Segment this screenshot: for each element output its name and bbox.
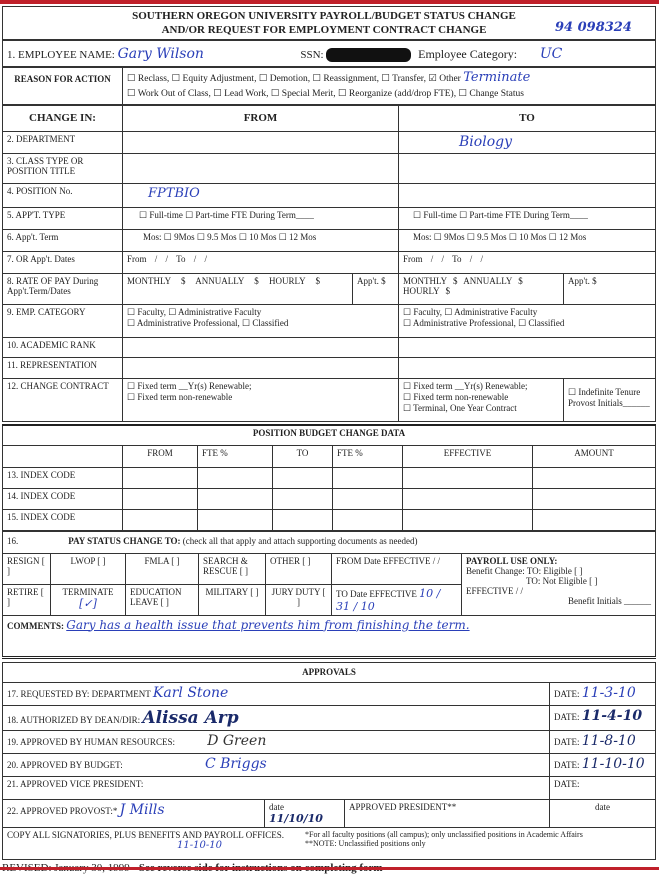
tenure-cell[interactable] — [564, 379, 656, 422]
reason-options[interactable] — [123, 68, 656, 105]
rate-of-pay-to[interactable] — [399, 274, 564, 305]
cell[interactable] — [273, 509, 333, 530]
cell[interactable] — [198, 509, 273, 530]
row-label-class-type: 3. CLASS TYPE OR POSITION TITLE — [3, 154, 123, 184]
cell[interactable] — [123, 488, 198, 509]
military-option[interactable]: MILITARY [ ] — [199, 584, 266, 615]
terminate-label: TERMINATE — [62, 586, 114, 597]
position-no-to[interactable] — [399, 184, 656, 208]
cell[interactable] — [123, 467, 198, 488]
annually-label: ANNUALLY $ — [463, 276, 523, 286]
handwritten-id: 94 098324 — [555, 20, 632, 35]
row-label-appt-dates: 7. OR App't. Dates — [3, 252, 123, 274]
row-label-position-no: 4. POSITION No. — [3, 184, 123, 208]
benefit-not-eligible[interactable]: TO: Not Eligible [ ] — [526, 575, 598, 586]
from-header: FROM — [123, 106, 399, 132]
approved-president-label[interactable]: APPROVED PRESIDENT** — [345, 799, 550, 827]
comments-box[interactable] — [3, 615, 656, 657]
payroll-effective[interactable]: EFFECTIVE / / — [466, 585, 524, 596]
department-to[interactable]: Biology — [399, 132, 656, 154]
date-label: DATE: — [554, 759, 580, 770]
pay-status-note: (check all that apply and attach supporting documents as needed) — [182, 535, 418, 546]
signature-provost: J Mills — [119, 801, 165, 818]
monthly-label: MONTHLY $ — [127, 276, 186, 286]
date-value[interactable]: 11-10-10 — [581, 755, 645, 772]
contract-from[interactable] — [123, 379, 399, 422]
appt-type-from[interactable]: ☐ Full-time ☐ Part-time FTE During Term____ — [123, 208, 399, 230]
representation-to[interactable] — [399, 358, 656, 379]
approval-row-20 — [3, 753, 550, 776]
terminal-contract[interactable]: ☐ Terminal, One Year Contract — [403, 403, 517, 413]
cell[interactable] — [403, 467, 533, 488]
cell[interactable] — [403, 488, 533, 509]
approval-date-21[interactable] — [550, 776, 656, 799]
col-to: TO — [273, 445, 333, 467]
fixed-term-renewable[interactable]: ☐ Fixed term __Yr(s) Renewable; — [127, 381, 252, 391]
resign-option[interactable]: RESIGN [ ] — [3, 553, 51, 584]
date-value[interactable]: 11-3-10 — [581, 684, 636, 701]
provost-initials[interactable]: Provost Initials______ — [568, 398, 650, 408]
approval-label: 22. APPROVED PROVOST:* — [7, 805, 118, 816]
provost-date[interactable] — [265, 799, 345, 827]
search-rescue-option[interactable]: SEARCH & RESCUE [ ] — [199, 553, 266, 584]
approval-label: 21. APPROVED VICE PRESIDENT: — [7, 778, 144, 789]
cell[interactable] — [273, 467, 333, 488]
department-from[interactable] — [123, 132, 399, 154]
signature-department: Karl Stone — [152, 684, 229, 701]
cell[interactable] — [333, 467, 403, 488]
appt-pay-to[interactable]: App't. $ — [564, 274, 656, 305]
class-type-from[interactable] — [123, 154, 399, 184]
cell[interactable] — [273, 488, 333, 509]
row-label-department: 2. DEPARTMENT — [3, 132, 123, 154]
row-label-rate-of-pay: 8. RATE OF PAY During App't.Term/Dates — [3, 274, 123, 305]
date-value[interactable]: 11/10/10 — [269, 811, 323, 825]
president-date[interactable]: date — [550, 799, 656, 827]
pay-status-title: PAY STATUS CHANGE TO: — [68, 535, 181, 546]
cell[interactable] — [533, 488, 656, 509]
education-leave-option[interactable]: EDUCATION LEAVE [ ] — [126, 584, 199, 615]
representation-from[interactable] — [123, 358, 399, 379]
other-option[interactable]: OTHER [ ] — [266, 553, 332, 584]
monthly-label: MONTHLY $ — [403, 276, 458, 286]
row-label-appt-type: 5. APP'T. TYPE — [3, 208, 123, 230]
terminate-checkbox[interactable]: [✓] — [79, 596, 97, 610]
emp-cat-line-2[interactable]: ☐ Administrative Professional, ☐ Classified — [127, 318, 289, 328]
form-title-text — [3, 9, 555, 37]
benefit-eligible[interactable]: Benefit Change: TO: Eligible [ ] — [466, 565, 583, 576]
row-label-academic-rank: 10. ACADEMIC RANK — [3, 338, 123, 358]
approval-label: 18. AUTHORIZED BY DEAN/DIR: — [7, 714, 141, 725]
emp-category-to[interactable] — [399, 305, 656, 338]
approvals-header: APPROVALS — [3, 662, 656, 682]
appt-pay-from[interactable]: App't. $ — [353, 274, 399, 305]
employee-name-label: 1. EMPLOYEE NAME: — [7, 49, 115, 61]
col-amount: AMOUNT — [533, 445, 656, 467]
fixed-term-non-renewable[interactable]: ☐ Fixed term non-renewable — [127, 392, 233, 402]
date-value[interactable]: 11-4-10 — [581, 707, 643, 724]
reason-line-2[interactable]: ☐ Work Out of Class, ☐ Lead Work, ☐ Special Merit, ☐ Reorganize (add/drop FTE), ☐ Change Status — [127, 89, 524, 99]
terminate-option[interactable] — [51, 584, 126, 615]
signature-dean: Alissa Arp — [142, 707, 239, 728]
index-code-13: 13. INDEX CODE — [3, 467, 123, 488]
appt-term-from[interactable]: Mos: ☐ 9Mos ☐ 9.5 Mos ☐ 10 Mos ☐ 12 Mos — [123, 230, 399, 252]
approval-date-18[interactable] — [550, 705, 656, 730]
col-fte-2: FTE % — [333, 445, 403, 467]
row-label-representation: 11. REPRESENTATION — [3, 358, 123, 379]
scan-edge-top — [0, 0, 659, 4]
position-no-from[interactable]: FPTBIO — [123, 184, 399, 208]
fixed-term-non-renewable[interactable]: ☐ Fixed term non-renewable — [403, 392, 509, 402]
cell[interactable] — [333, 488, 403, 509]
ssn-label: SSN: — [300, 49, 324, 61]
academic-rank-to[interactable] — [399, 338, 656, 358]
col-effective: EFFECTIVE — [403, 445, 533, 467]
date-label: date — [269, 801, 284, 812]
emp-cat-line-1[interactable]: ☐ Faculty, ☐ Administrative Faculty — [127, 307, 262, 317]
col-fte: FTE % — [198, 445, 273, 467]
cell[interactable] — [403, 509, 533, 530]
approval-label: 17. REQUESTED BY: DEPARTMENT — [7, 688, 151, 699]
approval-row-17 — [3, 682, 550, 705]
row-label-appt-term: 6. App't. Term — [3, 230, 123, 252]
date-label: DATE: — [554, 736, 580, 747]
approval-row-18 — [3, 705, 550, 730]
row-label-change-contract: 12. CHANGE CONTRACT — [3, 379, 123, 422]
to-date-value[interactable]: 10 / 31 / 10 — [336, 586, 441, 613]
employee-name-value[interactable]: Gary Wilson — [117, 46, 204, 62]
budget-header: POSITION BUDGET CHANGE DATA — [3, 425, 656, 445]
approval-date-17[interactable] — [550, 682, 656, 705]
col-from: FROM — [123, 445, 198, 467]
from-date-effective[interactable]: FROM Date EFFECTIVE / / — [332, 553, 462, 584]
annually-label: ANNUALLY $ — [195, 276, 259, 286]
hourly-label: HOURLY $ — [403, 286, 451, 296]
footer-notes-layout — [7, 830, 651, 851]
ssn-redaction — [326, 48, 411, 62]
approval-date-20[interactable] — [550, 753, 656, 776]
to-date-effective[interactable] — [332, 584, 462, 615]
emp-cat-line-2[interactable]: ☐ Administrative Professional, ☐ Classified — [403, 318, 565, 328]
index-code-15: 15. INDEX CODE — [3, 509, 123, 530]
appt-term-to[interactable]: Mos: ☐ 9Mos ☐ 9.5 Mos ☐ 10 Mos ☐ 12 Mos — [399, 230, 656, 252]
comments-value[interactable]: Gary has a health issue that prevents him from finishing the term. — [66, 617, 470, 632]
signature-budget: C Briggs — [204, 755, 267, 772]
copy-instructions: COPY ALL SIGNATORIES, PLUS BENEFITS AND PAYROLL OFFICES. — [7, 829, 284, 840]
employee-category-label: Employee Category: — [418, 47, 518, 61]
emp-cat-line-1[interactable]: ☐ Faculty, ☐ Administrative Faculty — [403, 307, 538, 317]
indefinite-tenure[interactable]: ☐ Indefinite Tenure — [568, 387, 641, 397]
jury-duty-option[interactable]: JURY DUTY [ ] — [266, 584, 332, 615]
employee-row — [3, 41, 656, 67]
class-type-to[interactable] — [399, 154, 656, 184]
title-line-1: SOUTHERN OREGON UNIVERSITY PAYROLL/BUDGET STATUS CHANGE — [132, 10, 516, 22]
cell[interactable] — [533, 467, 656, 488]
reason-for-action-label: REASON FOR ACTION — [3, 68, 123, 105]
footer-notes — [3, 827, 656, 859]
title-line-2: AND/OR REQUEST FOR EMPLOYMENT CONTRACT CHANGE — [161, 24, 487, 36]
employee-category-value[interactable]: UC — [539, 46, 563, 62]
cell[interactable] — [198, 467, 273, 488]
approval-row-22 — [3, 799, 265, 827]
payroll-title: PAYROLL USE ONLY: — [466, 555, 558, 566]
cell[interactable] — [533, 509, 656, 530]
to-header: TO — [399, 106, 656, 132]
appt-dates-to[interactable]: From / / To / / — [399, 252, 656, 274]
reason-other-value[interactable]: Terminate — [463, 70, 531, 85]
appt-type-to[interactable]: ☐ Full-time ☐ Part-time FTE During Term____ — [399, 208, 656, 230]
emp-category-from[interactable] — [123, 305, 399, 338]
note-faculty: *For all faculty positions (all campus); only unclassified positions in Academic Affairs — [305, 829, 583, 839]
date-value[interactable]: 11-8-10 — [581, 732, 636, 749]
footer-notes-block — [305, 830, 651, 851]
benefit-initials[interactable]: Benefit Initials ______ — [568, 595, 651, 606]
retire-option[interactable]: RETIRE [ ] — [3, 584, 51, 615]
date-label: DATE: — [554, 711, 580, 722]
change-in-header: CHANGE IN: — [3, 106, 123, 132]
rate-of-pay-from[interactable] — [123, 274, 353, 305]
approval-row-21 — [3, 776, 550, 799]
to-date-label: TO Date EFFECTIVE — [336, 588, 417, 599]
row-label-emp-category: 9. EMP. CATEGORY — [3, 305, 123, 338]
lwop-option[interactable]: LWOP [ ] — [51, 553, 126, 584]
pay-status-header — [3, 531, 656, 553]
payroll-form — [2, 6, 656, 874]
academic-rank-from[interactable] — [123, 338, 399, 358]
index-code-14: 14. INDEX CODE — [3, 488, 123, 509]
approval-date-19[interactable] — [550, 730, 656, 753]
budget-blank — [3, 445, 123, 467]
fixed-term-renewable[interactable]: ☐ Fixed term __Yr(s) Renewable; — [403, 381, 528, 391]
pay-status-num: 16. — [7, 535, 19, 546]
note-unclassified: **NOTE: Unclassified positions only — [305, 838, 426, 848]
comments-label: COMMENTS: — [7, 620, 64, 631]
signature-hr: D Green — [207, 732, 267, 749]
fmla-option[interactable]: FMLA [ ] — [126, 553, 199, 584]
copy-date: 11-10-10 — [177, 839, 222, 851]
appt-dates-from[interactable]: From / / To / / — [123, 252, 399, 274]
cell[interactable] — [123, 509, 198, 530]
contract-to[interactable] — [399, 379, 564, 422]
reason-line-1[interactable]: ☐ Reclass, ☐ Equity Adjustment, ☐ Demotion, ☐ Reassignment, ☐ Transfer, ☑ Other — [127, 74, 461, 84]
payroll-use-only — [462, 553, 656, 615]
approval-row-19 — [3, 730, 550, 753]
form-title — [2, 6, 656, 40]
cell[interactable] — [198, 488, 273, 509]
cell[interactable] — [333, 509, 403, 530]
date-label: DATE: — [554, 778, 580, 789]
date-label: DATE: — [554, 688, 580, 699]
approval-label: 20. APPROVED BY BUDGET: — [7, 759, 123, 770]
approval-label: 19. APPROVED BY HUMAN RESOURCES: — [7, 736, 175, 747]
hourly-label: HOURLY $ — [269, 276, 321, 286]
footer-copy-block — [7, 830, 297, 851]
